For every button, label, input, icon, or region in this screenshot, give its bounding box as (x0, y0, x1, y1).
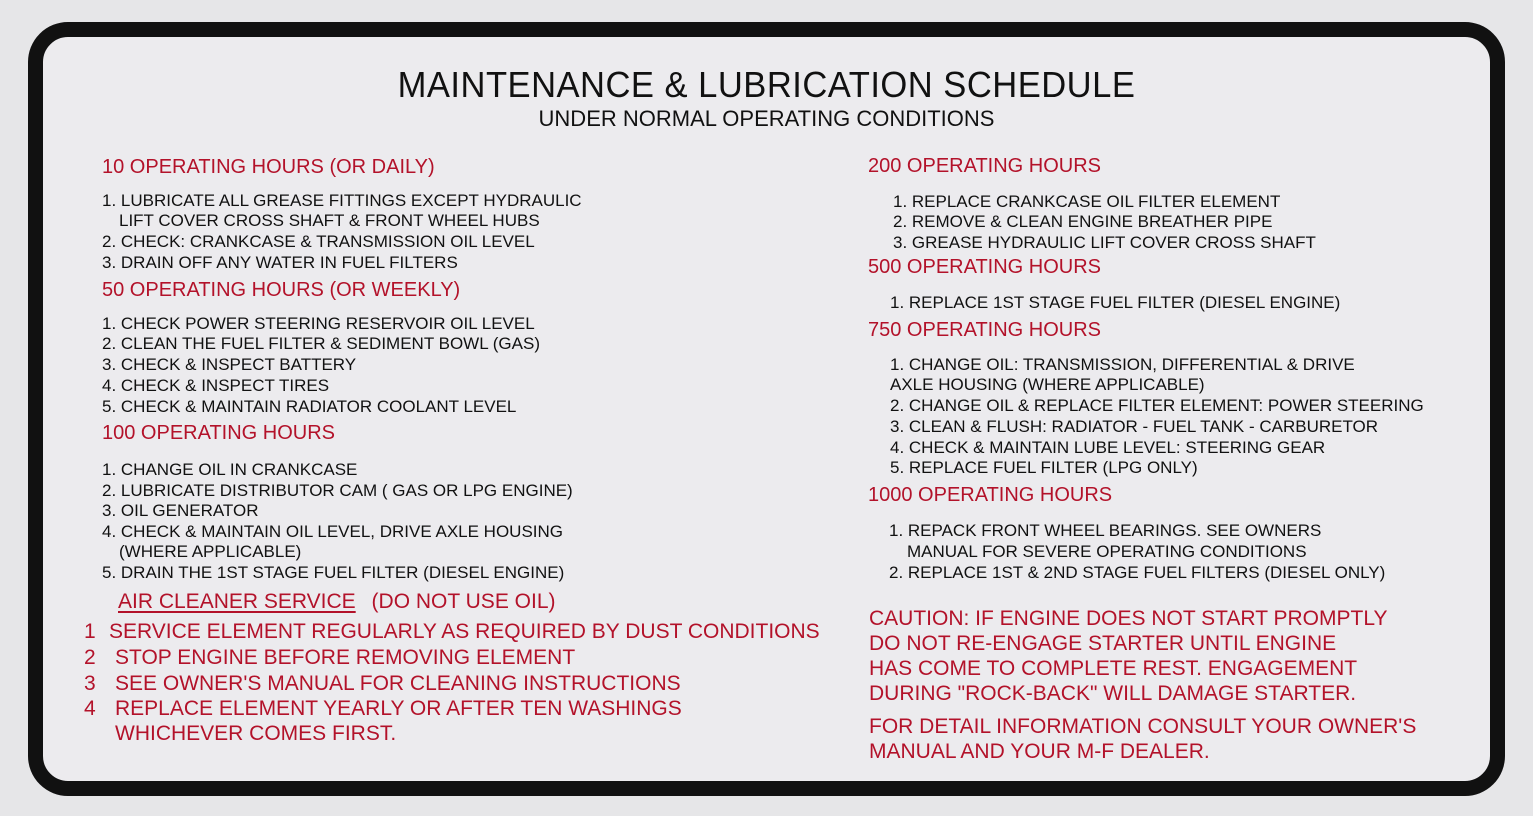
list-item: 3. DRAIN OFF ANY WATER IN FUEL FILTERS (102, 253, 458, 272)
air-cleaner-item (84, 671, 681, 697)
list-item: 5. REPLACE FUEL FILTER (LPG ONLY) (890, 458, 1198, 477)
list-item: 2. CHECK: CRANKCASE & TRANSMISSION OIL LEVEL (102, 232, 535, 251)
list-item: 1. REPLACE CRANKCASE OIL FILTER ELEMENT (893, 192, 1281, 211)
air-cleaner-continuation: WHICHEVER COMES FIRST. (115, 722, 397, 745)
item-text: SERVICE ELEMENT REGULARLY AS REQUIRED BY DUST CONDITIONS (109, 620, 820, 643)
list-item: 4. CHECK & INSPECT TIRES (102, 376, 330, 395)
section-heading-200-hours: 200 OPERATING HOURS (868, 155, 1102, 177)
list-item: LIFT COVER CROSS SHAFT & FRONT WHEEL HUBS (119, 211, 540, 230)
air-cleaner-item (84, 645, 575, 671)
list-item: 2. LUBRICATE DISTRIBUTOR CAM ( GAS OR LPG ENGINE) (102, 481, 573, 500)
section-heading-10-hours: 10 OPERATING HOURS (OR DAILY) (102, 156, 435, 178)
list-item: (WHERE APPLICABLE) (119, 542, 302, 561)
list-item: 3. OIL GENERATOR (102, 501, 259, 520)
list-item: 2. CLEAN THE FUEL FILTER & SEDIMENT BOWL (GAS) (102, 334, 540, 353)
item-number: 2 (84, 646, 96, 669)
list-item: 1. LUBRICATE ALL GREASE FITTINGS EXCEPT HYDRAULIC (102, 191, 582, 210)
list-item: 3. CLEAN & FLUSH: RADIATOR - FUEL TANK - CARBURETOR (890, 417, 1379, 436)
air-cleaner-heading (118, 590, 556, 614)
section-heading-500-hours: 500 OPERATING HOURS (868, 256, 1102, 278)
item-number: 3 (84, 672, 96, 695)
item-text: REPLACE ELEMENT YEARLY OR AFTER TEN WASHINGS (115, 697, 682, 720)
list-item: 2. REPLACE 1ST & 2ND STAGE FUEL FILTERS (DIESEL ONLY) (889, 563, 1386, 582)
section-heading-1000-hours: 1000 OPERATING HOURS (868, 484, 1113, 506)
list-item: 1. CHANGE OIL: TRANSMISSION, DIFFERENTIAL & DRIVE (890, 355, 1355, 374)
detail-line: MANUAL AND YOUR M-F DEALER. (869, 740, 1210, 763)
list-item: 2. CHANGE OIL & REPLACE FILTER ELEMENT: POWER STEERING (890, 396, 1424, 415)
section-heading-50-hours: 50 OPERATING HOURS (OR WEEKLY) (102, 279, 461, 301)
list-item: 4. CHECK & MAINTAIN OIL LEVEL, DRIVE AXLE HOUSING (102, 522, 564, 541)
section-heading-100-hours: 100 OPERATING HOURS (102, 422, 336, 444)
item-number: 1 (84, 620, 96, 643)
list-item: 3. CHECK & INSPECT BATTERY (102, 355, 357, 374)
page-title: MAINTENANCE & LUBRICATION SCHEDULE (397, 64, 1136, 105)
list-item: MANUAL FOR SEVERE OPERATING CONDITIONS (907, 542, 1307, 561)
caution-line: DURING "ROCK-BACK" WILL DAMAGE STARTER. (869, 682, 1357, 705)
caution-line: HAS COME TO COMPLETE REST. ENGAGEMENT (869, 657, 1358, 680)
list-item: 5. CHECK & MAINTAIN RADIATOR COOLANT LEVEL (102, 397, 517, 416)
caution-line: CAUTION: IF ENGINE DOES NOT START PROMPTLY (869, 607, 1388, 630)
list-item: 3. GREASE HYDRAULIC LIFT COVER CROSS SHAFT (893, 233, 1316, 252)
air-cleaner-item (84, 696, 682, 722)
item-text: SEE OWNER'S MANUAL FOR CLEANING INSTRUCTIONS (115, 672, 681, 695)
section-heading-750-hours: 750 OPERATING HOURS (868, 319, 1102, 341)
air-cleaner-item (84, 619, 820, 645)
list-item: 1. CHANGE OIL IN CRANKCASE (102, 460, 358, 479)
page-subtitle: UNDER NORMAL OPERATING CONDITIONS (538, 106, 995, 131)
item-number: 4 (84, 697, 96, 720)
list-item: 4. CHECK & MAINTAIN LUBE LEVEL: STEERING GEAR (890, 438, 1326, 457)
air-cleaner-note: (DO NOT USE OIL) (371, 590, 556, 613)
detail-line: FOR DETAIL INFORMATION CONSULT YOUR OWNER'S (869, 715, 1417, 738)
list-item: 1. REPACK FRONT WHEEL BEARINGS. SEE OWNERS (889, 521, 1322, 540)
list-item: 1. CHECK POWER STEERING RESERVOIR OIL LEVEL (102, 314, 535, 333)
list-item: AXLE HOUSING (WHERE APPLICABLE) (890, 375, 1205, 394)
caution-line: DO NOT RE-ENGAGE STARTER UNTIL ENGINE (869, 632, 1337, 655)
list-item: 2. REMOVE & CLEAN ENGINE BREATHER PIPE (893, 212, 1273, 231)
list-item: 1. REPLACE 1ST STAGE FUEL FILTER (DIESEL ENGINE) (890, 293, 1341, 312)
list-item: 5. DRAIN THE 1ST STAGE FUEL FILTER (DIESEL ENGINE) (102, 563, 565, 582)
item-text: STOP ENGINE BEFORE REMOVING ELEMENT (115, 646, 576, 669)
air-cleaner-title: AIR CLEANER SERVICE (118, 590, 356, 613)
